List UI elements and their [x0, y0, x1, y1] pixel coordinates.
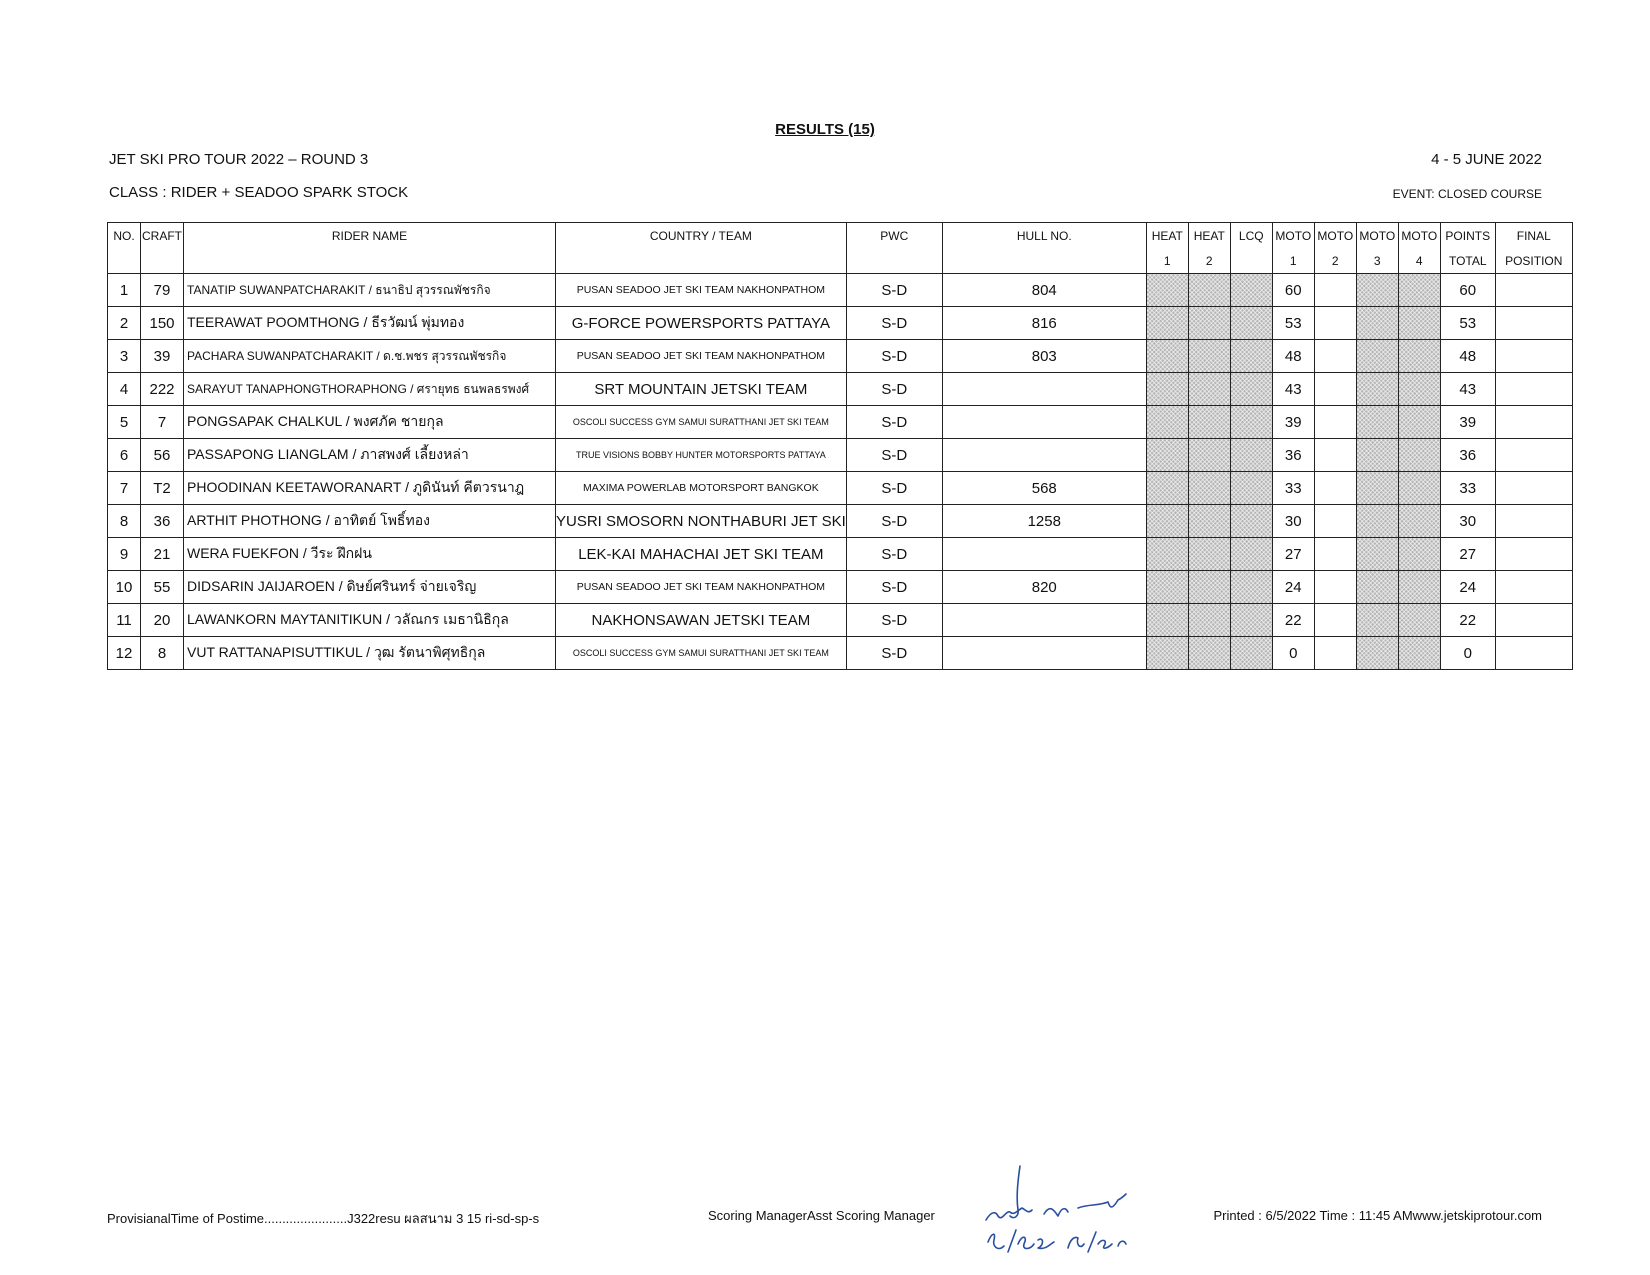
col-lcq: LCQ: [1230, 223, 1272, 249]
cell-moto1: 48: [1272, 340, 1314, 373]
results-body: [108, 274, 1573, 670]
cell-team: MAXIMA POWERLAB MOTORSPORT BANGKOK: [556, 472, 847, 505]
table-row: [108, 307, 1573, 340]
cell-lcq: [1230, 637, 1272, 670]
cell-pwc: S-D: [846, 505, 942, 538]
cell-heat2: [1188, 637, 1230, 670]
cell-team: YUSRI SMOSORN NONTHABURI JET SKI: [556, 505, 847, 538]
cell-heat2: [1188, 406, 1230, 439]
table-row: [108, 406, 1573, 439]
cell-rider-name: PASSAPONG LIANGLAM / ภาสพงศ์ เลี้ยงหล่า: [184, 439, 556, 472]
cell-hull: 803: [942, 340, 1146, 373]
cell-craft: 79: [141, 274, 184, 307]
cell-lcq: [1230, 274, 1272, 307]
cell-craft: 8: [141, 637, 184, 670]
cell-points-total: 22: [1440, 604, 1495, 637]
cell-rider-name: ARTHIT PHOTHONG / อาทิตย์ โพธิ์ทอง: [184, 505, 556, 538]
cell-heat1: [1146, 274, 1188, 307]
col-pwc: PWC: [846, 223, 942, 249]
cell-rider-name: PONGSAPAK CHALKUL / พงศภัค ชายกุล: [184, 406, 556, 439]
cell-moto4: [1398, 274, 1440, 307]
cell-points-total: 24: [1440, 571, 1495, 604]
cell-pwc: S-D: [846, 373, 942, 406]
cell-final-position: [1495, 373, 1572, 406]
cell-moto3: [1356, 571, 1398, 604]
col-team-sub: [556, 248, 847, 274]
cell-moto2: [1314, 472, 1356, 505]
table-row: [108, 637, 1573, 670]
cell-moto3: [1356, 505, 1398, 538]
cell-craft: 7: [141, 406, 184, 439]
cell-points-total: 39: [1440, 406, 1495, 439]
cell-moto1: 22: [1272, 604, 1314, 637]
cell-lcq: [1230, 406, 1272, 439]
cell-final-position: [1495, 406, 1572, 439]
table-row: [108, 340, 1573, 373]
cell-moto2: [1314, 340, 1356, 373]
cell-heat1: [1146, 604, 1188, 637]
cell-points-total: 33: [1440, 472, 1495, 505]
cell-hull: [942, 439, 1146, 472]
cell-moto1: 39: [1272, 406, 1314, 439]
cell-heat2: [1188, 472, 1230, 505]
col-team: COUNTRY / TEAM: [556, 223, 847, 249]
cell-heat1: [1146, 472, 1188, 505]
cell-moto2: [1314, 571, 1356, 604]
table-row: [108, 505, 1573, 538]
cell-heat1: [1146, 571, 1188, 604]
cell-final-position: [1495, 307, 1572, 340]
cell-moto4: [1398, 340, 1440, 373]
col-moto4: MOTO: [1398, 223, 1440, 249]
cell-lcq: [1230, 340, 1272, 373]
cell-rider-name: VUT RATTANAPISUTTIKUL / วุฒ รัตนาพิศุทธิกุล: [184, 637, 556, 670]
col-hull-sub: [942, 248, 1146, 274]
cell-heat2: [1188, 571, 1230, 604]
cell-heat2: [1188, 604, 1230, 637]
cell-hull: [942, 604, 1146, 637]
cell-moto4: [1398, 571, 1440, 604]
cell-moto1: 0: [1272, 637, 1314, 670]
col-heat2-sub: 2: [1188, 248, 1230, 274]
cell-heat1: [1146, 505, 1188, 538]
cell-craft: 39: [141, 340, 184, 373]
cell-pwc: S-D: [846, 274, 942, 307]
footer-provisional: ProvisianalTime of Postime.......................J322resu ผลสนาม 3 15 ri-sd-sp-s: [107, 1211, 540, 1226]
cell-team: OSCOLI SUCCESS GYM SAMUI SURATTHANI JET SKI TEAM: [556, 637, 847, 670]
cell-craft: 36: [141, 505, 184, 538]
cell-craft: 20: [141, 604, 184, 637]
cell-team: PUSAN SEADOO JET SKI TEAM NAKHONPATHOM: [556, 274, 847, 307]
cell-moto2: [1314, 439, 1356, 472]
cell-moto2: [1314, 538, 1356, 571]
col-craft-sub: [141, 248, 184, 274]
cell-heat1: [1146, 307, 1188, 340]
cell-pwc: S-D: [846, 439, 942, 472]
cell-lcq: [1230, 439, 1272, 472]
cell-moto3: [1356, 604, 1398, 637]
results-table: [107, 222, 1573, 670]
cell-no: 10: [108, 571, 141, 604]
cell-team: TRUE VISIONS BOBBY HUNTER MOTORSPORTS PATTAYA: [556, 439, 847, 472]
col-heat2: HEAT: [1188, 223, 1230, 249]
event-date: 4 - 5 JUNE 2022: [1431, 151, 1542, 168]
cell-rider-name: DIDSARIN JAIJAROEN / ดิษย์ศรินทร์ จ่ายเจริญ: [184, 571, 556, 604]
cell-craft: T2: [141, 472, 184, 505]
class-name: CLASS : RIDER + SEADOO SPARK STOCK: [109, 184, 409, 201]
table-row: [108, 604, 1573, 637]
cell-heat1: [1146, 340, 1188, 373]
cell-moto3: [1356, 274, 1398, 307]
cell-no: 7: [108, 472, 141, 505]
col-final-sub: POSITION: [1495, 248, 1572, 274]
cell-no: 11: [108, 604, 141, 637]
cell-hull: 820: [942, 571, 1146, 604]
col-heat1: HEAT: [1146, 223, 1188, 249]
cell-team: PUSAN SEADOO JET SKI TEAM NAKHONPATHOM: [556, 571, 847, 604]
cell-moto2: [1314, 307, 1356, 340]
cell-hull: [942, 637, 1146, 670]
cell-craft: 21: [141, 538, 184, 571]
cell-moto4: [1398, 307, 1440, 340]
event-type: EVENT: CLOSED COURSE: [1392, 187, 1542, 201]
cell-final-position: [1495, 274, 1572, 307]
col-moto2: MOTO: [1314, 223, 1356, 249]
footer-printed: Printed : 6/5/2022 Time : 11:45 AMwww.jetskiprotour.com: [1213, 1208, 1542, 1223]
cell-no: 1: [108, 274, 141, 307]
cell-pwc: S-D: [846, 637, 942, 670]
cell-moto2: [1314, 604, 1356, 637]
col-rider-sub: [184, 248, 556, 274]
cell-rider-name: LAWANKORN MAYTANITIKUN / วลัณกร เมธานิธิกุล: [184, 604, 556, 637]
table-row: [108, 439, 1573, 472]
cell-heat2: [1188, 505, 1230, 538]
cell-moto1: 36: [1272, 439, 1314, 472]
cell-no: 2: [108, 307, 141, 340]
col-craft: CRAFT: [141, 223, 184, 249]
cell-final-position: [1495, 340, 1572, 373]
cell-moto4: [1398, 505, 1440, 538]
cell-hull: [942, 538, 1146, 571]
cell-lcq: [1230, 307, 1272, 340]
cell-points-total: 27: [1440, 538, 1495, 571]
col-moto1: MOTO: [1272, 223, 1314, 249]
cell-heat2: [1188, 340, 1230, 373]
cell-no: 8: [108, 505, 141, 538]
cell-pwc: S-D: [846, 538, 942, 571]
cell-moto1: 33: [1272, 472, 1314, 505]
cell-hull: [942, 406, 1146, 439]
cell-moto4: [1398, 373, 1440, 406]
cell-no: 12: [108, 637, 141, 670]
cell-craft: 55: [141, 571, 184, 604]
cell-moto3: [1356, 472, 1398, 505]
cell-no: 9: [108, 538, 141, 571]
table-row: [108, 373, 1573, 406]
cell-points-total: 43: [1440, 373, 1495, 406]
cell-moto3: [1356, 340, 1398, 373]
cell-points-total: 48: [1440, 340, 1495, 373]
cell-lcq: [1230, 472, 1272, 505]
cell-team: SRT MOUNTAIN JETSKI TEAM: [556, 373, 847, 406]
cell-moto2: [1314, 373, 1356, 406]
cell-heat1: [1146, 373, 1188, 406]
scoring-manager-signature: [978, 1160, 1158, 1260]
cell-craft: 56: [141, 439, 184, 472]
cell-no: 3: [108, 340, 141, 373]
cell-lcq: [1230, 604, 1272, 637]
cell-team: NAKHONSAWAN JETSKI TEAM: [556, 604, 847, 637]
cell-lcq: [1230, 571, 1272, 604]
cell-moto4: [1398, 637, 1440, 670]
col-moto3: MOTO: [1356, 223, 1398, 249]
cell-hull: 568: [942, 472, 1146, 505]
cell-heat1: [1146, 538, 1188, 571]
table-row: [108, 472, 1573, 505]
cell-moto1: 60: [1272, 274, 1314, 307]
table-row: [108, 274, 1573, 307]
table-row: [108, 571, 1573, 604]
cell-points-total: 60: [1440, 274, 1495, 307]
cell-points-total: 53: [1440, 307, 1495, 340]
cell-moto3: [1356, 538, 1398, 571]
cell-moto1: 24: [1272, 571, 1314, 604]
cell-final-position: [1495, 439, 1572, 472]
cell-hull: 804: [942, 274, 1146, 307]
cell-pwc: S-D: [846, 340, 942, 373]
cell-moto2: [1314, 406, 1356, 439]
cell-craft: 150: [141, 307, 184, 340]
cell-team: PUSAN SEADOO JET SKI TEAM NAKHONPATHOM: [556, 340, 847, 373]
col-heat1-sub: 1: [1146, 248, 1188, 274]
col-points: POINTS: [1440, 223, 1495, 249]
cell-heat1: [1146, 406, 1188, 439]
table-header: [108, 223, 1573, 274]
col-moto3-sub: 3: [1356, 248, 1398, 274]
cell-moto2: [1314, 637, 1356, 670]
cell-no: 4: [108, 373, 141, 406]
cell-points-total: 30: [1440, 505, 1495, 538]
cell-final-position: [1495, 637, 1572, 670]
cell-final-position: [1495, 604, 1572, 637]
col-no: NO.: [108, 223, 141, 249]
cell-moto4: [1398, 439, 1440, 472]
cell-rider-name: TANATIP SUWANPATCHARAKIT / ธนาธิป สุวรรณพัชรกิจ: [184, 274, 556, 307]
cell-pwc: S-D: [846, 571, 942, 604]
cell-points-total: 36: [1440, 439, 1495, 472]
cell-rider-name: PHOODINAN KEETAWORANART / ภูดินันท์ คีตวรนาฎ: [184, 472, 556, 505]
cell-rider-name: SARAYUT TANAPHONGTHORAPHONG / ศรายุทธ ธนพลธรพงศ์: [184, 373, 556, 406]
cell-moto3: [1356, 439, 1398, 472]
cell-moto3: [1356, 406, 1398, 439]
footer-scoring-managers: Scoring ManagerAsst Scoring Manager: [708, 1208, 935, 1223]
cell-moto2: [1314, 505, 1356, 538]
cell-moto3: [1356, 307, 1398, 340]
cell-moto3: [1356, 373, 1398, 406]
col-lcq-sub: [1230, 248, 1272, 274]
cell-heat2: [1188, 274, 1230, 307]
cell-heat1: [1146, 439, 1188, 472]
cell-moto2: [1314, 274, 1356, 307]
col-pwc-sub: [846, 248, 942, 274]
cell-team: G-FORCE POWERSPORTS PATTAYA: [556, 307, 847, 340]
cell-heat2: [1188, 373, 1230, 406]
col-no-sub: [108, 248, 141, 274]
col-rider: RIDER NAME: [184, 223, 556, 249]
page-title: RESULTS (15): [775, 121, 875, 138]
cell-team: LEK-KAI MAHACHAI JET SKI TEAM: [556, 538, 847, 571]
event-name: JET SKI PRO TOUR 2022 – ROUND 3: [109, 151, 369, 168]
cell-final-position: [1495, 505, 1572, 538]
cell-rider-name: WERA FUEKFON / วีระ ฝึกฝน: [184, 538, 556, 571]
cell-moto4: [1398, 472, 1440, 505]
cell-no: 6: [108, 439, 141, 472]
cell-lcq: [1230, 373, 1272, 406]
table-row: [108, 538, 1573, 571]
cell-no: 5: [108, 406, 141, 439]
col-hull: HULL NO.: [942, 223, 1146, 249]
cell-moto3: [1356, 637, 1398, 670]
cell-pwc: S-D: [846, 307, 942, 340]
cell-points-total: 0: [1440, 637, 1495, 670]
cell-pwc: S-D: [846, 472, 942, 505]
cell-final-position: [1495, 538, 1572, 571]
cell-heat2: [1188, 439, 1230, 472]
cell-heat2: [1188, 538, 1230, 571]
cell-lcq: [1230, 505, 1272, 538]
cell-moto1: 27: [1272, 538, 1314, 571]
cell-lcq: [1230, 538, 1272, 571]
cell-heat2: [1188, 307, 1230, 340]
cell-pwc: S-D: [846, 604, 942, 637]
col-moto4-sub: 4: [1398, 248, 1440, 274]
cell-final-position: [1495, 571, 1572, 604]
cell-moto1: 30: [1272, 505, 1314, 538]
cell-team: OSCOLI SUCCESS GYM SAMUI SURATTHANI JET SKI TEAM: [556, 406, 847, 439]
cell-rider-name: PACHARA SUWANPATCHARAKIT / ด.ช.พชร สุวรรณพัชรกิจ: [184, 340, 556, 373]
cell-moto4: [1398, 604, 1440, 637]
col-moto2-sub: 2: [1314, 248, 1356, 274]
cell-hull: 816: [942, 307, 1146, 340]
cell-hull: [942, 373, 1146, 406]
cell-hull: 1258: [942, 505, 1146, 538]
cell-moto1: 43: [1272, 373, 1314, 406]
cell-moto4: [1398, 406, 1440, 439]
cell-moto1: 53: [1272, 307, 1314, 340]
cell-pwc: S-D: [846, 406, 942, 439]
cell-final-position: [1495, 472, 1572, 505]
cell-heat1: [1146, 637, 1188, 670]
col-final: FINAL: [1495, 223, 1572, 249]
cell-rider-name: TEERAWAT POOMTHONG / ธีรวัฒน์ พุ่มทอง: [184, 307, 556, 340]
col-moto1-sub: 1: [1272, 248, 1314, 274]
col-points-sub: TOTAL: [1440, 248, 1495, 274]
cell-craft: 222: [141, 373, 184, 406]
cell-moto4: [1398, 538, 1440, 571]
